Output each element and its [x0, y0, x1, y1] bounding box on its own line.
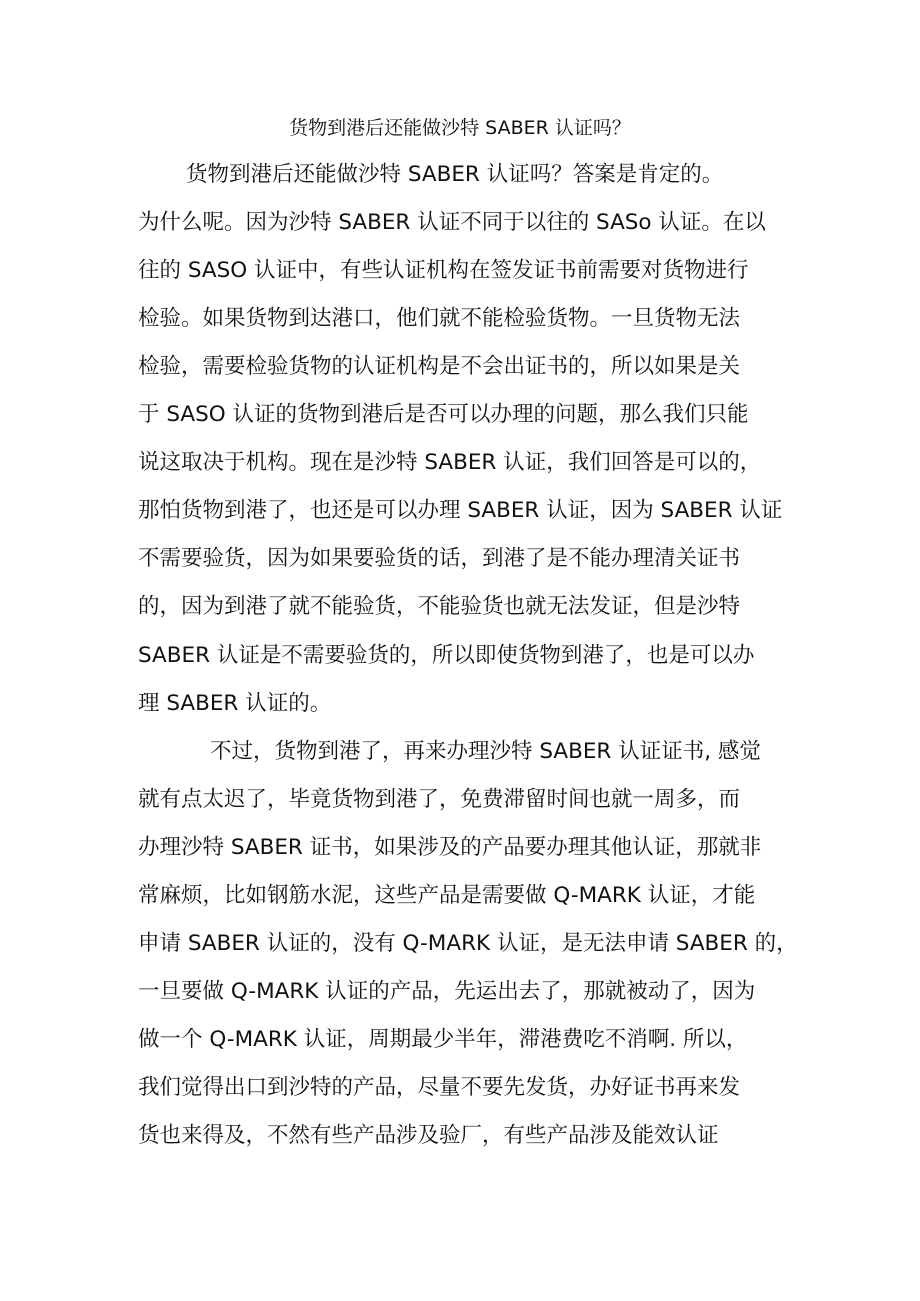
paragraph-1-line: 为什么呢。因为沙特 SABER 认证不同于以往的 SASo 认证。在以: [138, 210, 766, 235]
paragraph-2-line: 申请 SABER 认证的，没有 Q-MARK 认证，是无法申请 SABER 的，: [138, 931, 798, 956]
paragraph-1-line: 往的 SASO 认证中，有些认证机构在签发证书前需要对货物进行: [138, 258, 749, 283]
paragraph-1-line: 货物到港后还能做沙特 SABER 认证吗？答案是肯定的。: [186, 162, 724, 187]
paragraph-1-line: 理 SABER 认证的。: [138, 691, 332, 716]
paragraph-2-line: 做一个 Q-MARK 认证，周期最少半年，滞港费吃不消啊. 所以，: [138, 1027, 748, 1052]
paragraph-2-line: 一旦要做 Q-MARK 认证的产品，先运出去了，那就被动了，因为: [138, 979, 756, 1004]
paragraph-1-line: 检验。如果货物到达港口，他们就不能检验货物。一旦货物无法: [138, 306, 741, 331]
paragraph-1-line: 的，因为到港了就不能验货，不能验货也就无法发证，但是沙特: [138, 594, 741, 619]
paragraph-1-line: 检验，需要检验货物的认证机构是不会出证书的，所以如果是关: [138, 354, 741, 379]
paragraph-1-line: 说这取决于机构。现在是沙特 SABER 认证，我们回答是可以的，: [138, 450, 762, 475]
paragraph-2-line: 常麻烦，比如钢筋水泥，这些产品是需要做 Q-MARK 认证，才能: [138, 883, 756, 908]
paragraph-2-line: 我们觉得出口到沙特的产品，尽量不要先发货，办好证书再来发: [138, 1075, 741, 1100]
paragraph-2-line: 就有点太迟了，毕竟货物到港了，免费滞留时间也就一周多，而: [138, 787, 741, 812]
paragraph-2-line: 办理沙特 SABER 证书，如果涉及的产品要办理其他认证，那就非: [138, 835, 762, 860]
paragraph-1-line: 不需要验货，因为如果要验货的话，到港了是不能办理清关证书: [138, 546, 741, 571]
paragraph-1-line: 于 SASO 认证的货物到港后是否可以办理的问题，那么我们只能: [138, 402, 749, 427]
document-title: 货物到港后还能做沙特 SABER 认证吗？: [289, 117, 631, 139]
paragraph-1-line: SABER 认证是不需要验货的，所以即使货物到港了，也是可以办: [138, 643, 755, 668]
paragraph-2-line: 不过，货物到港了，再来办理沙特 SABER 认证证书, 感觉: [210, 739, 761, 764]
paragraph-2-line: 货也来得及，不然有些产品涉及验厂，有些产品涉及能效认证: [138, 1123, 719, 1148]
paragraph-1-line: 那怕货物到港了，也还是可以办理 SABER 认证，因为 SABER 认证: [138, 498, 783, 523]
